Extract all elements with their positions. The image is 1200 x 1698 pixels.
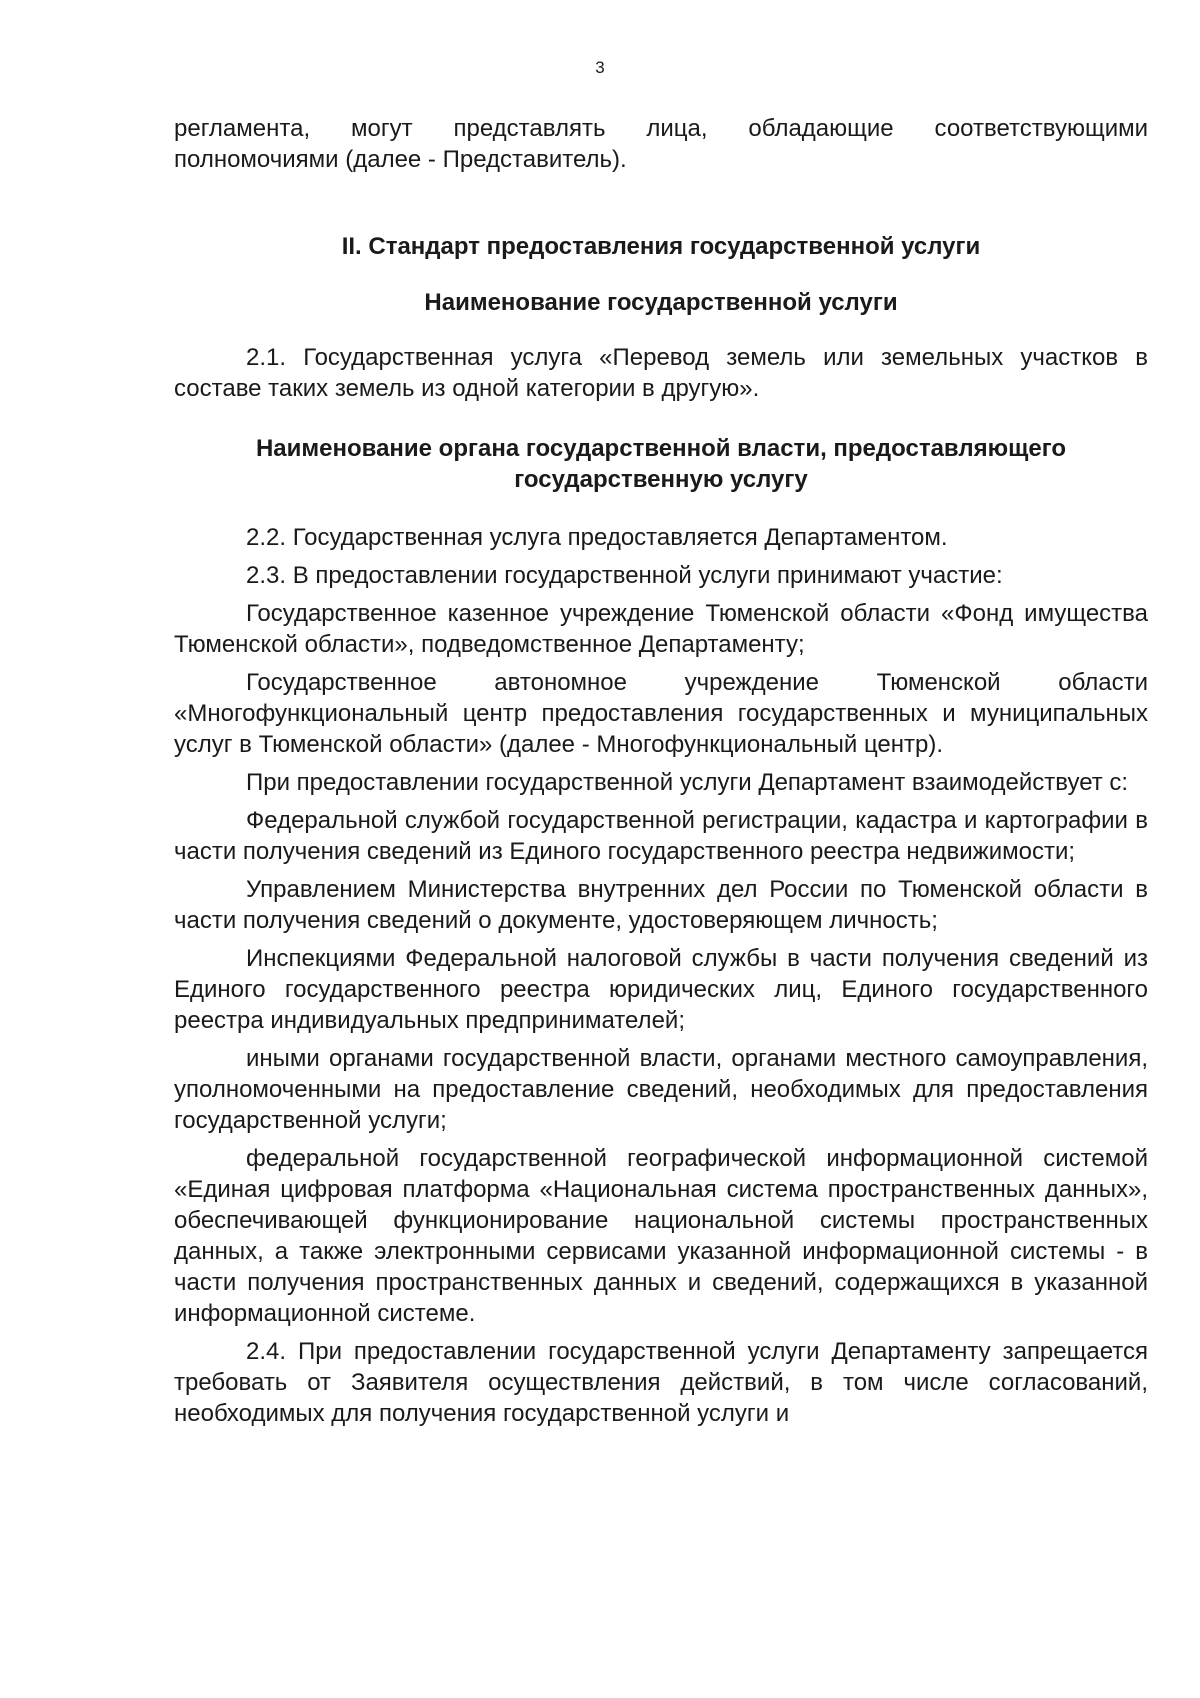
- subheading-authority-name: Наименование органа государственной власти, предоставляющего государственную услугу: [255, 435, 1067, 493]
- paragraph-2-4: 2.4. При предоставлении государственной услуги Департаменту запрещается требовать от Заявителя осуществления действий, в том числе согласований, необходимых для получения государственной услуги и: [174, 1338, 1148, 1427]
- paragraph-2-2: 2.2. Государственная услуга предоставляется Департаментом.: [246, 524, 948, 551]
- paragraph-fund: Государственное казенное учреждение Тюменской области «Фонд имущества Тюменской области», подведомственное Департаменту;: [174, 600, 1148, 658]
- paragraph-interaction: При предоставлении государственной услуги Департамент взаимодействует с:: [246, 769, 1129, 796]
- paragraph-mvd: Управлением Министерства внутренних дел России по Тюменской области в части получения сведений о документе, удостоверяющем личность;: [174, 876, 1148, 934]
- paragraph-other-bodies: иными органами государственной власти, органами местного самоуправления, уполномоченными на предоставление сведений, необходимых для предоставления государственной услуги;: [174, 1045, 1148, 1134]
- subheading-service-name: Наименование государственной услуги: [424, 289, 898, 316]
- paragraph-mfc: Государственное автономное учреждение Тюменской области «Многофункциональный центр предоставления государственных и муниципальных услуг в Тюменской области» (далее - Многофункциональный центр).: [174, 669, 1148, 758]
- paragraph-rosreestr: Федеральной службой государственной регистрации, кадастра и картографии в части получения сведений из Единого государственного реестра недвижимости;: [174, 807, 1148, 865]
- paragraph-fns: Инспекциями Федеральной налоговой службы в части получения сведений из Единого государственного реестра юридических лиц, Единого государственного реестра индивидуальных предпринимателей;: [174, 945, 1148, 1034]
- paragraph-representative: регламента, могут представлять лица, обладающие соответствующими полномочиями (далее - Представитель).: [174, 115, 1148, 173]
- section-heading: II. Стандарт предоставления государственной услуги: [341, 233, 981, 260]
- paragraph-nspd: федеральной государственной географической информационной системой «Единая цифровая платформа «Национальная система пространственных данных», обеспечивающей функционирование национальной системы пространственных данных, а также электронными сервисами указанной информационной системы - в части получения пространственных данных и сведений, содержащихся в указанной информационной системе.: [174, 1145, 1148, 1327]
- page-number: 3: [595, 58, 605, 77]
- paragraph-2-1: 2.1. Государственная услуга «Перевод земель или земельных участков в составе таких земель из одной категории в другую».: [174, 344, 1148, 402]
- paragraph-2-3: 2.3. В предоставлении государственной услуги принимают участие:: [246, 562, 1003, 589]
- document-body: [174, 113, 1148, 1429]
